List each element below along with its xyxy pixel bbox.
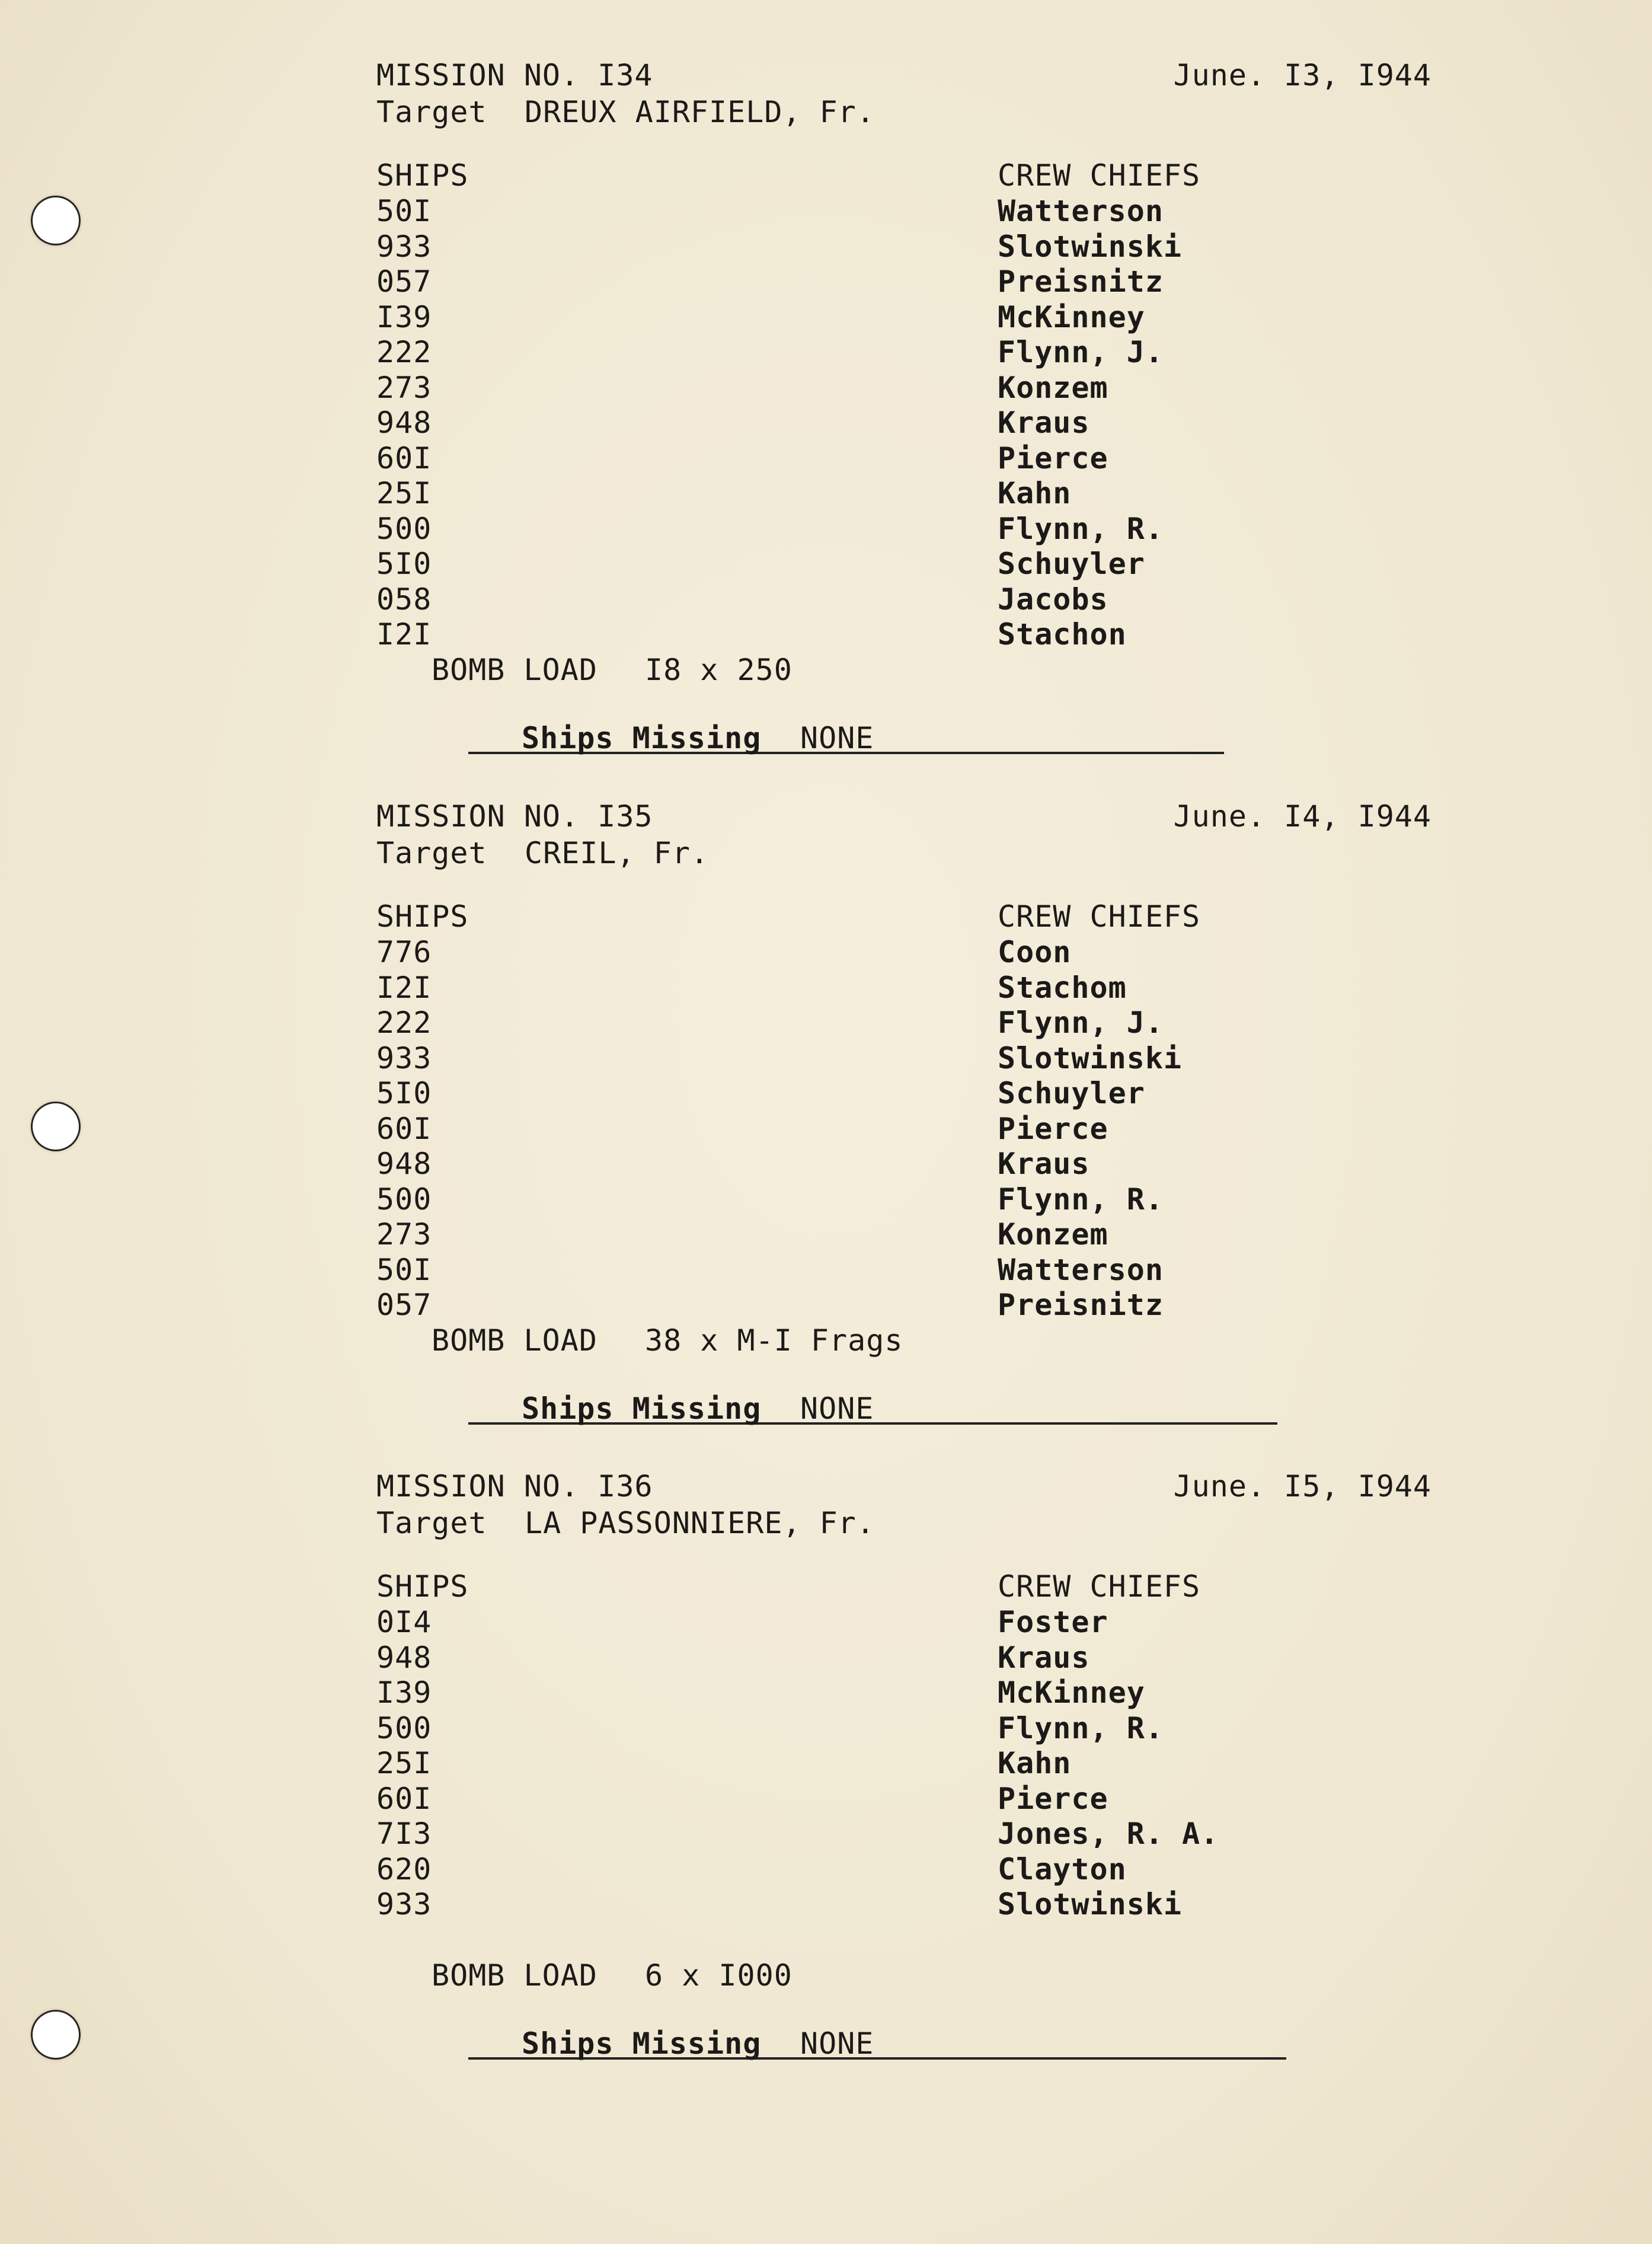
crew-chief-name: Stachom — [998, 970, 1127, 1005]
ship-number: 948 — [376, 1147, 432, 1181]
table-row — [376, 547, 1431, 582]
target-label: Target — [376, 95, 487, 129]
crew-chief-name: Flynn, J. — [998, 1006, 1164, 1040]
crew-chief-name: McKinney — [998, 1675, 1145, 1710]
crew-chiefs-header: CREW CHIEFS — [998, 158, 1201, 193]
crew-chief-name: Konzem — [998, 370, 1108, 405]
ship-number: 5I0 — [376, 1076, 432, 1110]
ship-number: 25I — [376, 1746, 432, 1780]
ships-missing-line — [376, 2026, 1431, 2062]
ship-number: 0I4 — [376, 1605, 432, 1639]
table-row — [376, 1746, 1431, 1782]
ship-number: 933 — [376, 229, 432, 264]
crew-chief-name: Konzem — [998, 1217, 1108, 1252]
crew-chief-name: Preisnitz — [998, 264, 1164, 299]
mission-header — [376, 799, 1431, 836]
bomb-load-line — [432, 653, 1431, 688]
ship-number: 057 — [376, 1288, 432, 1322]
table-row — [376, 1076, 1431, 1112]
ships-header: SHIPS — [376, 158, 469, 193]
crew-chief-name: Watterson — [998, 1252, 1164, 1287]
ship-number: 5I0 — [376, 547, 432, 581]
ships-missing-value: NONE — [800, 720, 874, 755]
ship-number: 776 — [376, 935, 432, 969]
ship-number: 60I — [376, 1111, 432, 1146]
crew-chief-name: Slotwinski — [998, 229, 1183, 264]
ship-number: 058 — [376, 582, 432, 617]
crew-chief-name: Clayton — [998, 1852, 1127, 1887]
bomb-load-value: 38 x M-I Frags — [645, 1323, 903, 1358]
bomb-load-value: I8 x 250 — [645, 652, 793, 687]
target-line — [376, 1506, 1431, 1543]
mission-title: MISSION NO. I35 — [376, 799, 653, 834]
table-row — [376, 264, 1431, 300]
crew-chief-name: Kraus — [998, 406, 1090, 440]
table-row — [376, 1817, 1431, 1852]
mission-block — [376, 1469, 1431, 2062]
table-row — [376, 512, 1431, 547]
column-headers — [376, 1569, 1431, 1605]
ship-number: I2I — [376, 970, 432, 1005]
table-row — [376, 1675, 1431, 1711]
ship-number: 25I — [376, 476, 432, 510]
column-headers — [376, 158, 1431, 194]
target-label: Target — [376, 1506, 487, 1540]
mission-block — [376, 799, 1431, 1427]
table-row — [376, 406, 1431, 441]
table-row — [376, 1253, 1431, 1288]
ship-number: 500 — [376, 511, 432, 546]
bomb-load-line — [432, 1323, 1431, 1359]
table-row — [376, 476, 1431, 512]
bomb-load-value: 6 x I000 — [645, 1958, 793, 1993]
punch-hole — [31, 1102, 81, 1151]
ship-number: 222 — [376, 1006, 432, 1040]
crew-chief-name: Kahn — [998, 476, 1072, 510]
ships-missing-value: NONE — [800, 2026, 874, 2061]
table-row — [376, 1852, 1431, 1888]
ships-missing-value: NONE — [800, 1391, 874, 1426]
mission-title: MISSION NO. I36 — [376, 1469, 653, 1504]
crew-chief-name: Flynn, R. — [998, 511, 1164, 546]
table-row — [376, 441, 1431, 477]
ship-number: 500 — [376, 1710, 432, 1745]
bomb-load-label: BOMB LOAD — [432, 1323, 597, 1358]
mission-title: MISSION NO. I34 — [376, 58, 653, 92]
ship-number: 273 — [376, 370, 432, 405]
ships-missing-line — [376, 721, 1431, 756]
ship-number: 273 — [376, 1217, 432, 1252]
target-value: LA PASSONNIERE, Fr. — [525, 1506, 875, 1540]
ship-number: I39 — [376, 1675, 432, 1710]
crew-chiefs-header: CREW CHIEFS — [998, 899, 1201, 934]
table-row — [376, 1605, 1431, 1640]
ship-number: 933 — [376, 1040, 432, 1075]
ships-missing-label: Ships Missing — [522, 1391, 762, 1426]
crew-chief-name: Flynn, R. — [998, 1182, 1164, 1217]
table-row — [376, 1288, 1431, 1323]
crew-chief-name: Pierce — [998, 1111, 1108, 1146]
ship-number: 948 — [376, 406, 432, 440]
crew-chief-name: Schuyler — [998, 547, 1145, 581]
ship-number: 948 — [376, 1640, 432, 1675]
ship-number: I39 — [376, 299, 432, 334]
table-row — [376, 1041, 1431, 1077]
crew-chief-name: Jones, R. A. — [998, 1817, 1219, 1851]
bomb-load-label: BOMB LOAD — [432, 652, 597, 687]
table-row — [376, 300, 1431, 336]
crew-chief-name: Slotwinski — [998, 1040, 1183, 1075]
table-row — [376, 1711, 1431, 1747]
target-line — [376, 95, 1431, 132]
table-row — [376, 617, 1431, 653]
table-row — [376, 1112, 1431, 1147]
crew-chief-name: Slotwinski — [998, 1887, 1183, 1921]
crew-chief-name: Watterson — [998, 194, 1164, 228]
ship-number: 7I3 — [376, 1817, 432, 1851]
ships-header: SHIPS — [376, 1569, 469, 1604]
mission-date: June. I3, I944 — [1173, 58, 1431, 92]
table-row — [376, 1782, 1431, 1817]
ships-missing-line — [376, 1391, 1431, 1427]
ship-number: 50I — [376, 194, 432, 228]
crew-chief-name: Kahn — [998, 1746, 1072, 1780]
table-row — [376, 935, 1431, 971]
mission-date: June. I4, I944 — [1173, 799, 1431, 834]
crew-chief-name: McKinney — [998, 299, 1145, 334]
ship-number: 500 — [376, 1182, 432, 1217]
table-row — [376, 229, 1431, 265]
crew-chief-name: Pierce — [998, 440, 1108, 475]
bomb-load-label: BOMB LOAD — [432, 1958, 597, 1993]
table-row — [376, 1640, 1431, 1676]
ships-header: SHIPS — [376, 899, 469, 934]
table-row — [376, 1887, 1431, 1923]
ship-number: 50I — [376, 1252, 432, 1287]
target-line — [376, 836, 1431, 873]
crew-chief-name: Kraus — [998, 1640, 1090, 1675]
table-row — [376, 1006, 1431, 1041]
mission-block — [376, 58, 1431, 756]
crew-chief-name: Jacobs — [998, 582, 1108, 617]
crew-chief-name: Foster — [998, 1605, 1108, 1639]
mission-header — [376, 58, 1431, 95]
crew-chief-name: Flynn, J. — [998, 335, 1164, 369]
ships-missing-label: Ships Missing — [522, 2026, 762, 2061]
target-value: DREUX AIRFIELD, Fr. — [525, 95, 875, 129]
table-row — [376, 1182, 1431, 1218]
table-row — [376, 335, 1431, 371]
table-row — [376, 1217, 1431, 1253]
ship-number: 222 — [376, 335, 432, 369]
mission-header — [376, 1469, 1431, 1506]
crew-chiefs-header: CREW CHIEFS — [998, 1569, 1201, 1604]
bomb-load-line — [432, 1958, 1431, 1994]
ship-number: 933 — [376, 1887, 432, 1921]
crew-chief-name: Pierce — [998, 1781, 1108, 1816]
punch-hole — [31, 2010, 81, 2060]
table-row — [376, 1147, 1431, 1182]
crew-chief-name: Kraus — [998, 1147, 1090, 1181]
column-headers — [376, 899, 1431, 935]
table-row — [376, 582, 1431, 618]
crew-chief-name: Flynn, R. — [998, 1710, 1164, 1745]
ship-number: 60I — [376, 440, 432, 475]
ship-number: I2I — [376, 617, 432, 652]
ship-number: 057 — [376, 264, 432, 299]
crew-chief-name: Preisnitz — [998, 1288, 1164, 1322]
crew-chief-name: Stachon — [998, 617, 1127, 652]
ship-number: 60I — [376, 1781, 432, 1816]
table-row — [376, 971, 1431, 1006]
table-row — [376, 371, 1431, 406]
ships-missing-label: Ships Missing — [522, 720, 762, 755]
crew-chief-name: Coon — [998, 935, 1072, 969]
ship-number: 620 — [376, 1852, 432, 1887]
target-label: Target — [376, 836, 487, 870]
table-row — [376, 194, 1431, 229]
punch-hole — [31, 196, 81, 245]
mission-date: June. I5, I944 — [1173, 1469, 1431, 1504]
target-value: CREIL, Fr. — [525, 836, 710, 870]
crew-chief-name: Schuyler — [998, 1076, 1145, 1110]
